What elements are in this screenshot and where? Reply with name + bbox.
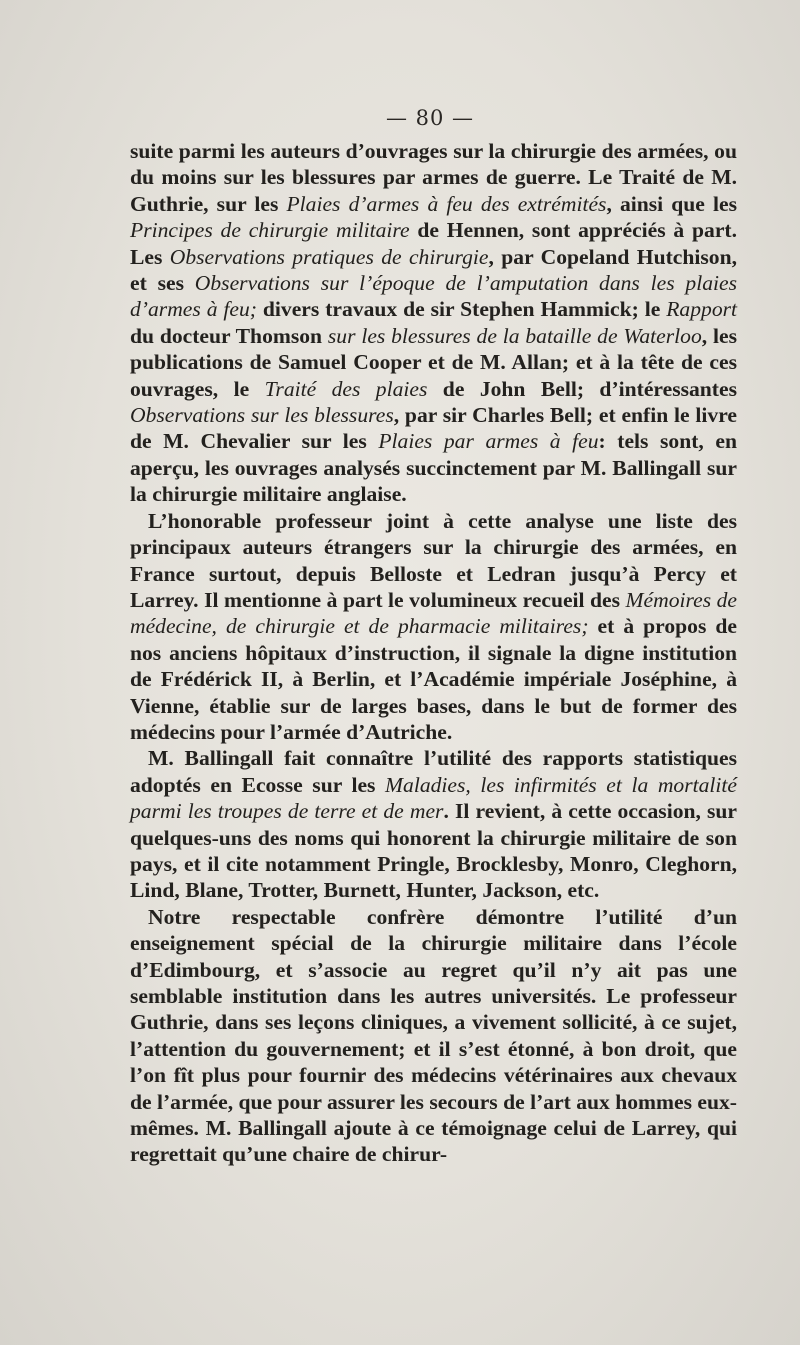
text-run: suite parmi les auteurs d’ouvrages sur la chirurgie des armées, ou du moins sur les blessures par armes de guerre. Le Traité de M. Guthrie, sur les — [130, 139, 737, 216]
text-run: : tels sont, en aperçu, les ouvrages analysés succinctement par M. Ballingall sur la chirurgie militaire anglaise. — [130, 429, 737, 507]
paragraph — [130, 745, 737, 903]
text-run: , par sir Charles Bell; et enfin le livre de M. Chevalier sur les — [130, 403, 737, 454]
text-run: de John Bell; d’intéressantes — [427, 376, 737, 401]
italic-text: Rapport — [666, 297, 738, 322]
paragraph — [130, 508, 737, 746]
italic-text: Observations sur les blessures — [130, 403, 394, 428]
text-run: et à propos de nos anciens hôpitaux d’instruction, il signale la digne institution de Frédérick II, à Berlin, et l’Académie impériale Joséphine, à Vienne, établie sur de larges bases, dans le but de former des médecins pour l’armée d’Autriche. — [130, 614, 737, 744]
italic-text: Observations sur l’époque de l’amputation dans les plaies d’armes à feu; — [130, 271, 738, 322]
italic-text: Mémoires de médecine, de chirurgie et de pharmacie militaires; — [130, 587, 737, 639]
text-run: , les publications de Samuel Cooper et de M. Allan; et à la tête de ces ouvrages, le — [130, 323, 737, 401]
text-run: , par Copeland Hutchison, et ses — [130, 244, 737, 296]
paragraph — [130, 138, 737, 508]
text-run: du docteur Thomson — [130, 323, 328, 348]
text-run: de Hennen, sont appréciés à part. Les — [130, 218, 737, 269]
italic-text: Principes de chirurgie militaire — [130, 218, 410, 243]
italic-text: Traité des plaies — [264, 376, 428, 401]
text-run: Notre respectable confrère démontre l’utilité d’un enseignement spécial de la chirurgie militaire dans l’école d’Edimbourg, et s’associe au regret qu’il n’y ait pas une semblable institution dans les autres universités. Le professeur Guthrie, dans ses leçons cliniques, a vivement sollicité, à ce sujet, l’attention du gouvernement; et il s’est étonné, à bon droit, que l’on fît plus pour fournir des médecins vétérinaires aux chevaux de l’armée, que pour assurer les secours de l’art aux hommes eux-mêmes. M. Ballingall ajoute à ce témoignage celui de Larrey, qui regrettait qu’une chaire de chirur- — [130, 904, 737, 1167]
text-run: , ainsi que les — [606, 191, 737, 216]
italic-text: Plaies par armes à feu — [378, 429, 599, 454]
text-run: . Il revient, à cette occasion, sur quelques-uns des noms qui honorent la chirurgie militaire de son pays, et il cite notamment Pringle, Brocklesby, Monro, Cleghorn, Lind, Blane, Trotter, Burnett, Hunter, Jackson, etc. — [130, 799, 738, 903]
italic-text: Observations pratiques de chirurgie — [169, 244, 489, 269]
text-run: M. Ballingall fait connaître l’utilité des rapports statistiques adoptés en Ecosse sur les — [130, 746, 737, 797]
page-number: — 80 — — [385, 106, 475, 130]
text-run: divers travaux de sir Stephen Hammick; le — [256, 297, 667, 322]
italic-text: sur les blessures de la bataille de Waterloo — [327, 323, 702, 348]
italic-text: Maladies, les infirmités et la mortalité parmi les troupes de terre et de mer — [130, 772, 737, 824]
italic-text: Plaies d’armes à feu des extrémités — [286, 191, 607, 216]
body-text — [130, 138, 737, 1168]
paragraph — [130, 904, 737, 1168]
text-run: L’honorable professeur joint à cette analyse une liste des principaux auteurs étrangers sur la chirurgie des armées, en France surtout, depuis Belloste et Ledran jusqu’à Percy et Larrey. Il mentionne à part le volumineux recueil des — [130, 508, 737, 612]
